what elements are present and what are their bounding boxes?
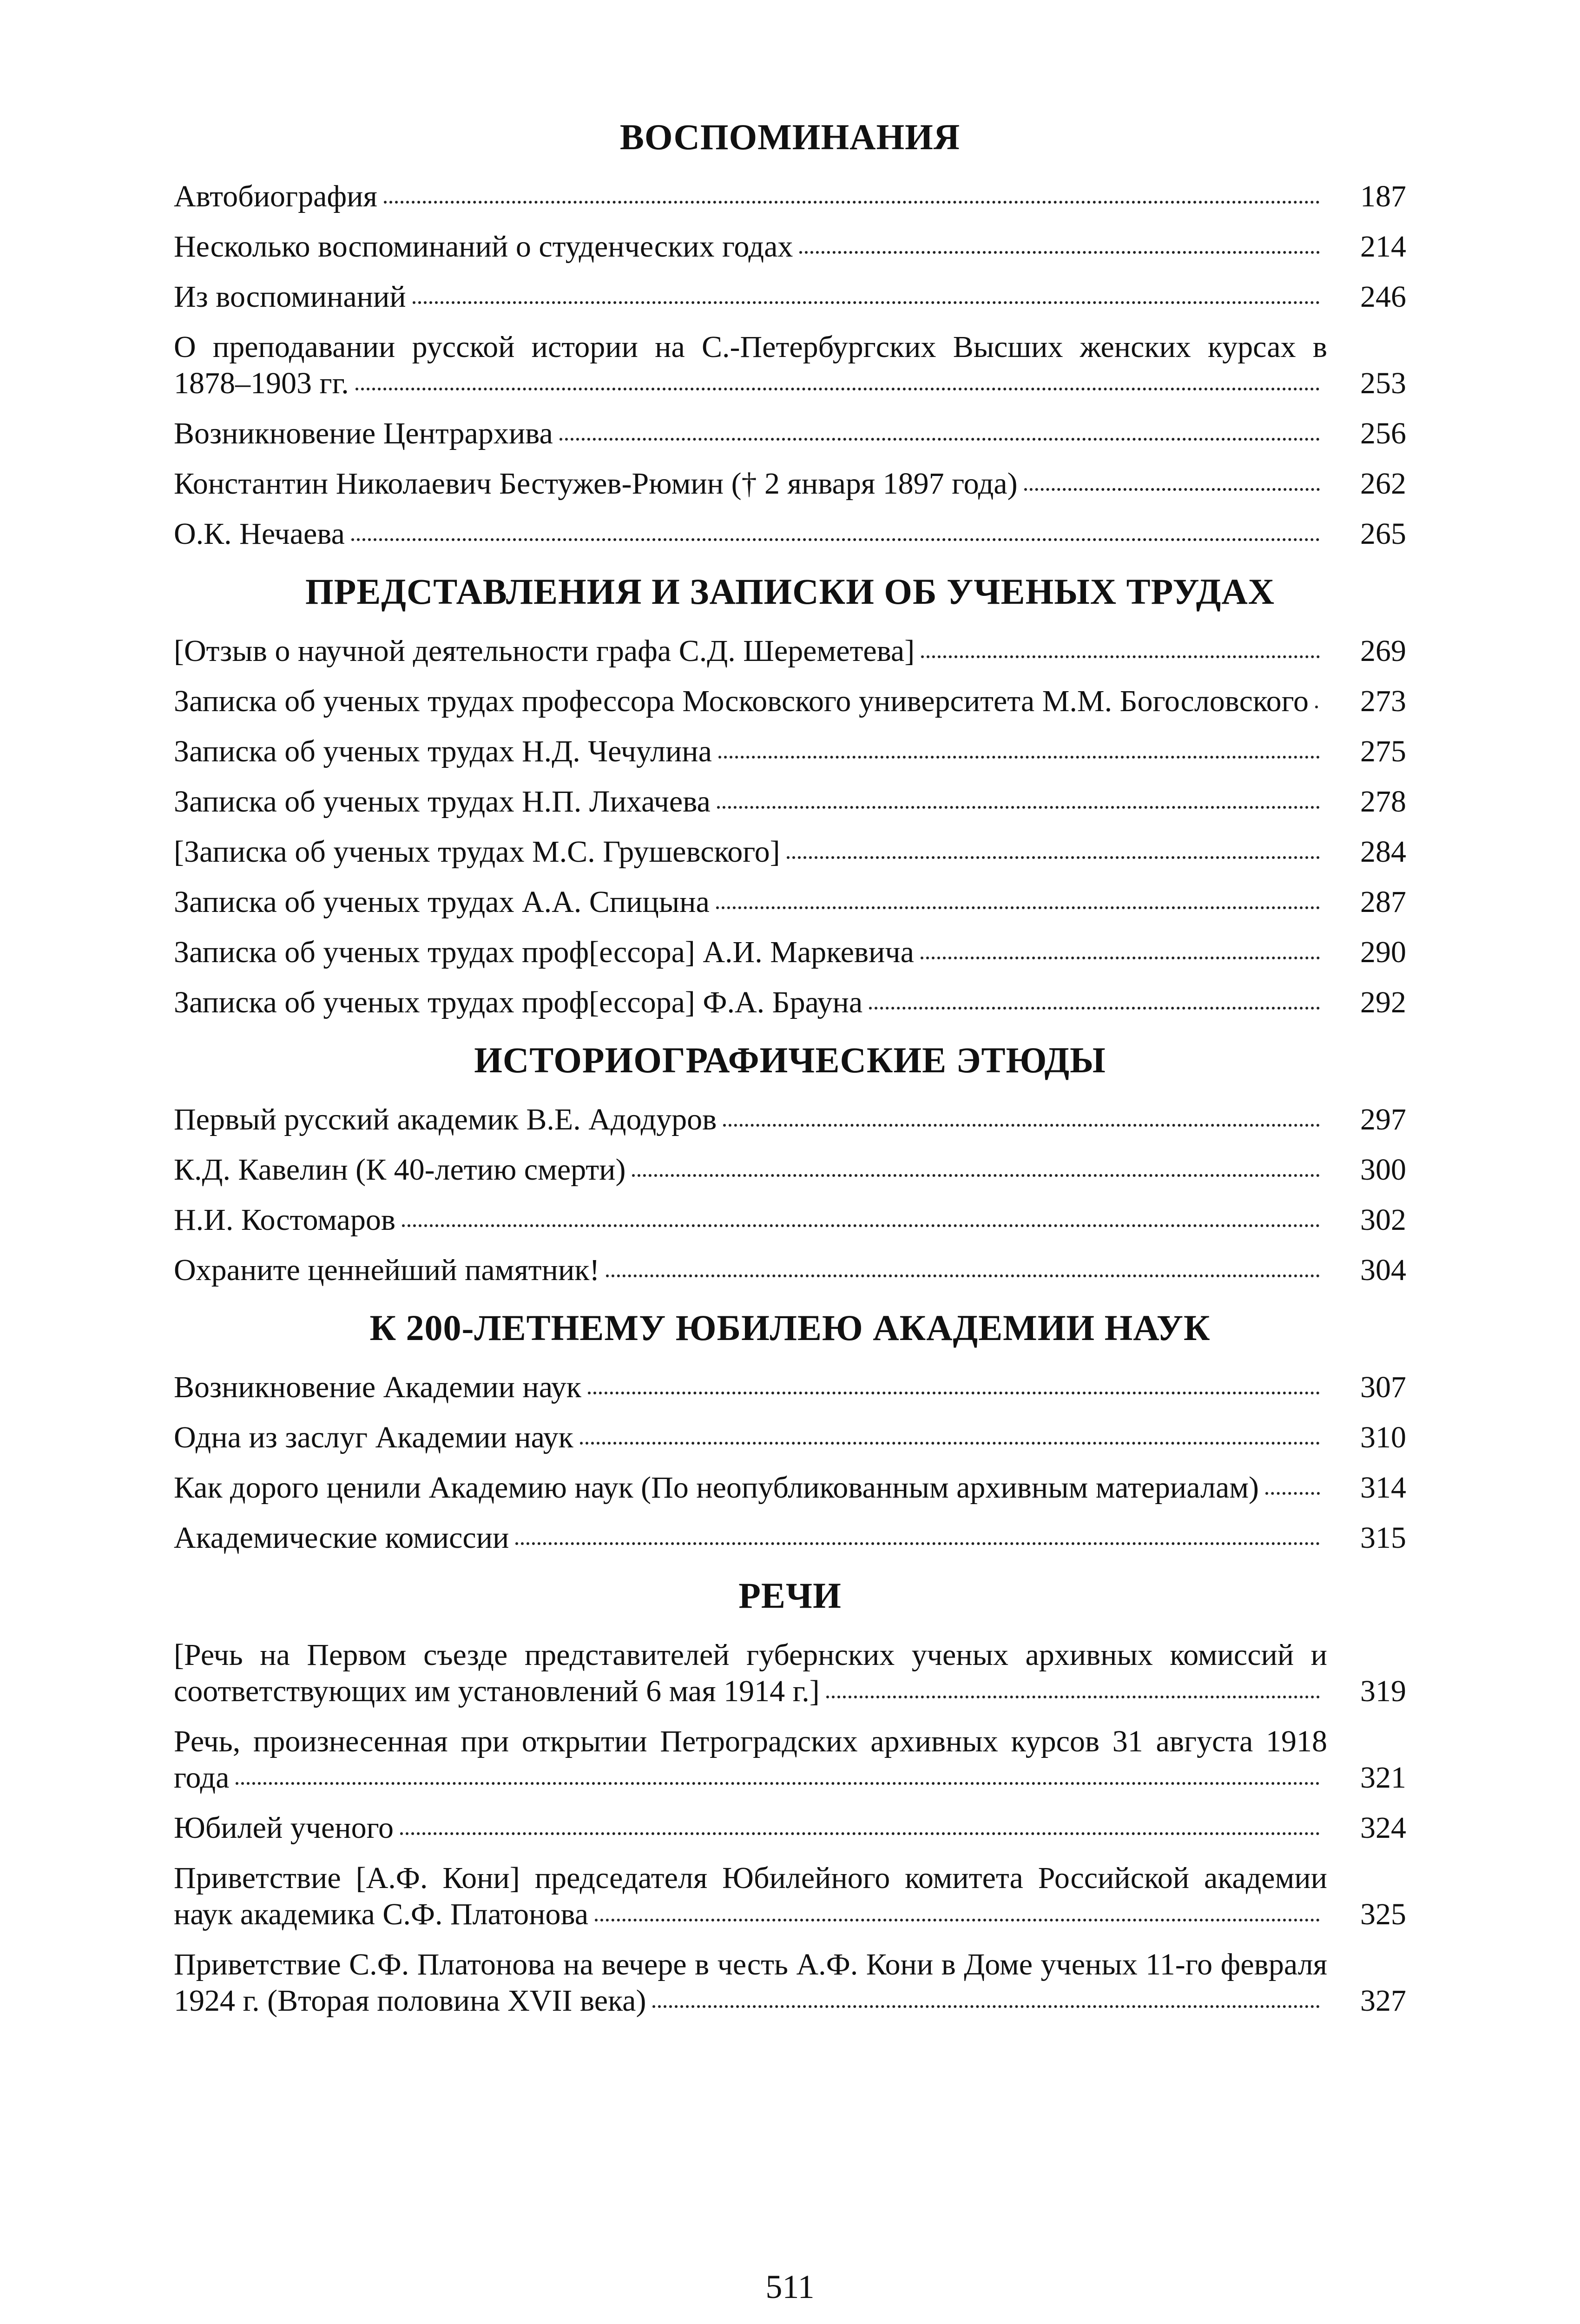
dot-leader xyxy=(799,251,1320,254)
section-title: ПРЕДСТАВЛЕНИЯ И ЗАПИСКИ ОБ УЧЕНЫХ ТРУДАХ xyxy=(305,571,1275,612)
entry-title: Записка об ученых трудах Н.Д. Чечулина xyxy=(174,734,712,768)
entry-page-number: 256 xyxy=(1360,416,1406,450)
toc-entry xyxy=(174,516,1406,552)
entry-page-number: 321 xyxy=(1360,1761,1406,1795)
entry-title: Записка об ученых трудах профессора Московского университета М.М. Богословского xyxy=(174,684,1309,718)
toc-entry xyxy=(174,784,1406,820)
toc-entry xyxy=(174,1860,1406,1933)
dot-leader xyxy=(413,301,1320,304)
toc-entry xyxy=(174,229,1406,265)
entry-title: Юбилей ученого xyxy=(174,1811,394,1845)
dot-leader xyxy=(236,1782,1320,1785)
dot-leader xyxy=(351,538,1320,541)
entry-title: Приветствие С.Ф. Платонова на вечере в честь А.Ф. Кони в Доме ученых 11-го февраля 1924 г. (Вторая половина XVII века) xyxy=(174,1948,1327,2018)
section-title: ИСТОРИОГРАФИЧЕСКИЕ ЭТЮДЫ xyxy=(474,1040,1106,1080)
dot-leader xyxy=(826,1696,1320,1698)
toc-entry xyxy=(174,1470,1406,1506)
toc-entry xyxy=(174,1102,1406,1138)
entry-title: Возникновение Центрархива xyxy=(174,416,553,450)
toc-entry xyxy=(174,633,1406,669)
entry-page-number: 246 xyxy=(1360,280,1406,314)
table-of-contents xyxy=(174,116,1406,2033)
entry-title: О.К. Нечаева xyxy=(174,517,345,551)
entry-title: [Отзыв о научной деятельности графа С.Д. Шереметева] xyxy=(174,634,915,668)
section-title: РЕЧИ xyxy=(738,1575,842,1616)
entry-title: Несколько воспоминаний о студенческих годах xyxy=(174,230,793,264)
toc-section xyxy=(174,1307,1406,1556)
page-number: 511 xyxy=(765,2268,815,2305)
dot-leader xyxy=(515,1542,1320,1545)
entry-page-number: 262 xyxy=(1360,467,1406,501)
toc-entry xyxy=(174,1419,1406,1456)
toc-section xyxy=(174,1575,1406,2019)
entry-page-number: 302 xyxy=(1360,1203,1406,1237)
dot-leader xyxy=(921,957,1320,959)
toc-entry xyxy=(174,416,1406,452)
toc-entry xyxy=(174,884,1406,920)
dot-leader xyxy=(580,1442,1320,1445)
entry-page-number: 297 xyxy=(1360,1103,1406,1136)
dot-leader xyxy=(402,1224,1320,1227)
entry-title: Приветствие [А.Ф. Кони] председателя Юбилейного комитета Российской академии наук академика С.Ф. Платонова xyxy=(174,1861,1327,1931)
entry-title: Записка об ученых трудах проф[ессора] А.И. Маркевича xyxy=(174,935,914,969)
dot-leader xyxy=(921,655,1320,658)
entry-page-number: 314 xyxy=(1360,1471,1406,1505)
toc-entry xyxy=(174,1810,1406,1846)
toc-section xyxy=(174,116,1406,552)
toc-entry xyxy=(174,466,1406,502)
dot-leader xyxy=(1024,488,1320,491)
entry-page-number: 327 xyxy=(1360,1984,1406,2018)
entry-page-number: 265 xyxy=(1360,517,1406,551)
entry-page-number: 310 xyxy=(1360,1420,1406,1454)
entry-page-number: 292 xyxy=(1360,985,1406,1019)
entry-page-number: 315 xyxy=(1360,1521,1406,1555)
toc-entry xyxy=(174,834,1406,870)
entry-title: Как дорого ценили Академию наук (По неопубликованным архивным материалам) xyxy=(174,1471,1259,1505)
toc-entry xyxy=(174,279,1406,315)
dot-leader xyxy=(384,201,1320,204)
dot-leader xyxy=(718,756,1320,759)
entry-page-number: 269 xyxy=(1360,634,1406,668)
dot-leader xyxy=(869,1007,1320,1010)
entry-page-number: 300 xyxy=(1360,1153,1406,1187)
dot-leader xyxy=(560,438,1320,441)
toc-entry xyxy=(174,1369,1406,1406)
toc-entry xyxy=(174,329,1406,402)
toc-entry xyxy=(174,1947,1406,2019)
entry-title: [Речь на Первом съезде представителей губернских ученых архивных комиссий и соответствующих им установлений 6 мая 1914 г.] xyxy=(174,1638,1327,1708)
toc-entry xyxy=(174,1152,1406,1188)
entry-page-number: 319 xyxy=(1360,1674,1406,1708)
entry-title: О преподавании русской истории на С.-Петербургских Высших женских курсах в 1878–1903 гг. xyxy=(174,330,1327,400)
toc-entry xyxy=(174,984,1406,1021)
toc-entry xyxy=(174,683,1406,720)
toc-entry xyxy=(174,1637,1406,1710)
toc-entry xyxy=(174,1202,1406,1238)
entry-page-number: 187 xyxy=(1360,179,1406,213)
dot-leader xyxy=(606,1274,1320,1277)
toc-entry xyxy=(174,178,1406,215)
entry-title: [Записка об ученых трудах М.С. Грушевского] xyxy=(174,835,780,869)
entry-title: Записка об ученых трудах проф[ессора] Ф.А. Брауна xyxy=(174,985,863,1019)
entry-title: Из воспоминаний xyxy=(174,280,406,314)
toc-entry xyxy=(174,934,1406,971)
entry-page-number: 275 xyxy=(1360,734,1406,768)
dot-leader xyxy=(723,1124,1320,1127)
entry-page-number: 304 xyxy=(1360,1253,1406,1287)
dot-leader xyxy=(1265,1492,1320,1495)
entry-page-number: 307 xyxy=(1360,1370,1406,1404)
toc-section xyxy=(174,1039,1406,1288)
entry-title: Записка об ученых трудах Н.П. Лихачева xyxy=(174,785,711,819)
dot-leader xyxy=(356,388,1320,390)
dot-leader xyxy=(787,856,1320,859)
dot-leader xyxy=(588,1392,1320,1394)
entry-title: Возникновение Академии наук xyxy=(174,1370,581,1404)
entry-page-number: 278 xyxy=(1360,785,1406,819)
dot-leader xyxy=(717,806,1320,809)
dot-leader xyxy=(400,1832,1320,1835)
dot-leader xyxy=(1315,706,1320,708)
dot-leader xyxy=(652,2005,1320,2008)
dot-leader xyxy=(632,1174,1320,1177)
entry-title: Н.И. Костомаров xyxy=(174,1203,395,1237)
section-title: ВОСПОМИНАНИЯ xyxy=(619,117,961,157)
entry-title: К.Д. Кавелин (К 40-летию смерти) xyxy=(174,1153,626,1187)
entry-title: Автобиография xyxy=(174,179,377,213)
entry-page-number: 253 xyxy=(1360,366,1406,400)
entry-page-number: 324 xyxy=(1360,1811,1406,1845)
entry-page-number: 273 xyxy=(1360,684,1406,718)
entry-page-number: 287 xyxy=(1360,885,1406,919)
entry-title: Одна из заслуг Академии наук xyxy=(174,1420,573,1454)
toc-section xyxy=(174,571,1406,1021)
entry-page-number: 214 xyxy=(1360,230,1406,264)
entry-page-number: 325 xyxy=(1360,1897,1406,1931)
entry-title: Константин Николаевич Бестужев-Рюмин († 2 января 1897 года) xyxy=(174,467,1018,501)
dot-leader xyxy=(595,1919,1320,1921)
entry-title: Академические комиссии xyxy=(174,1521,509,1555)
dot-leader xyxy=(716,906,1320,909)
toc-entry xyxy=(174,1520,1406,1556)
entry-page-number: 284 xyxy=(1360,835,1406,869)
entry-page-number: 290 xyxy=(1360,935,1406,969)
toc-entry xyxy=(174,1252,1406,1288)
toc-entry xyxy=(174,1723,1406,1796)
entry-title: Охраните ценнейший памятник! xyxy=(174,1253,600,1287)
entry-title: Записка об ученых трудах А.А. Спицына xyxy=(174,885,710,919)
entry-title: Речь, произнесенная при открытии Петроградских архивных курсов 31 августа 1918 года xyxy=(174,1724,1327,1795)
section-title: К 200-ЛЕТНЕМУ ЮБИЛЕЮ АКАДЕМИИ НАУК xyxy=(369,1307,1211,1348)
entry-title: Первый русский академик В.Е. Адодуров xyxy=(174,1103,717,1136)
toc-entry xyxy=(174,733,1406,770)
